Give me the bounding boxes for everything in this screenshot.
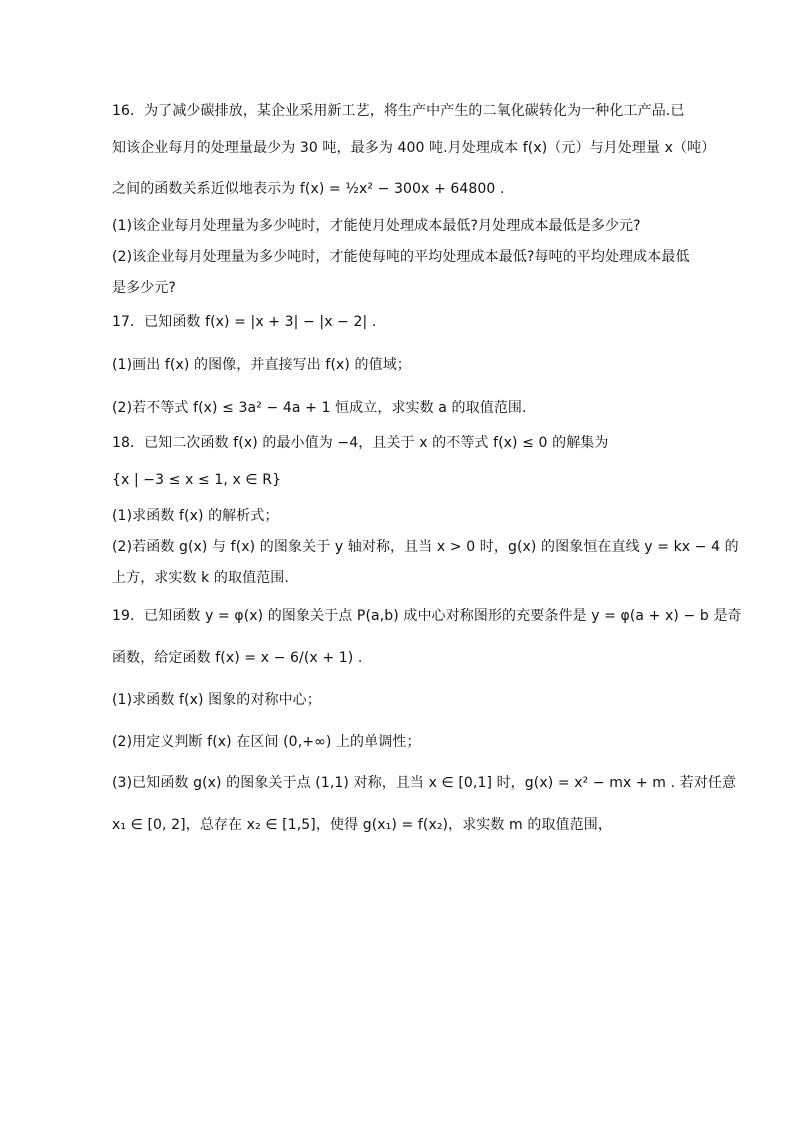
problem-19-part-3: (3)已知函数 g(x) 的图象关于点 (1,1) 对称，且当 x ∈ [0,1] 时，g(x) = x² − mx + m . 若对任意	[112, 775, 737, 791]
problem-19-part-3-cont: x₁ ∈ [0, 2]，总存在 x₂ ∈ [1,5]，使得 g(x₁) = f(x₂)，求实数 m 的取值范围，	[112, 817, 612, 833]
problem-16-line-2: 知该企业每月的处理量最少为 30 吨，最多为 400 吨.月处理成本 f(x)（元）与月处理量 x（吨）	[112, 140, 716, 156]
problem-16-part-2: (2)该企业每月处理量为多少吨时，才能使每吨的平均处理成本最低?每吨的平均处理成本最低	[112, 249, 690, 265]
problem-19-line-1: 19．已知函数 y = φ(x) 的图象关于点 P(a,b) 成中心对称图形的充要条件是 y = φ(a + x) − b 是奇	[112, 608, 742, 624]
problem-17-part-2: (2)若不等式 f(x) ≤ 3a² − 4a + 1 恒成立，求实数 a 的取值范围.	[112, 400, 527, 416]
problem-18-part-1: (1)求函数 f(x) 的解析式；	[112, 508, 279, 524]
problem-16-part-1: (1)该企业每月处理量为多少吨时，才能使月处理成本最低?月处理成本最低是多少元?	[112, 218, 641, 234]
problem-16-part-2-cont: 是多少元?	[112, 280, 176, 296]
problem-19-line-2: 函数，给定函数 f(x) = x − 6/(x + 1) .	[112, 650, 363, 666]
problem-19-part-1: (1)求函数 f(x) 图象的对称中心；	[112, 692, 321, 708]
problem-18-line-1: 18．已知二次函数 f(x) 的最小值为 −4，且关于 x 的不等式 f(x) ≤ 0 的解集为	[112, 435, 609, 451]
problem-18-part-2: (2)若函数 g(x) 与 f(x) 的图象关于 y 轴对称，且当 x > 0 时，g(x) 的图象恒在直线 y = kx − 4 的	[112, 539, 739, 555]
problem-16-line-3: 之间的函数关系近似地表示为 f(x) = ½x² − 300x + 64800 .	[112, 181, 505, 197]
problem-18-part-2-cont: 上方，求实数 k 的取值范围.	[112, 570, 289, 586]
problem-19-part-2: (2)用定义判断 f(x) 在区间 (0,+∞) 上的单调性；	[112, 734, 421, 750]
problem-17-line-1: 17．已知函数 f(x) = |x + 3| − |x − 2| .	[112, 314, 377, 330]
problem-17-part-1: (1)画出 f(x) 的图像，并直接写出 f(x) 的值域；	[112, 357, 411, 373]
problem-16-line-1: 16．为了减少碳排放，某企业采用新工艺，将生产中产生的二氧化碳转化为一种化工产品.已	[112, 103, 685, 119]
problem-18-solution-set: {x | −3 ≤ x ≤ 1, x ∈ R}	[112, 472, 282, 488]
